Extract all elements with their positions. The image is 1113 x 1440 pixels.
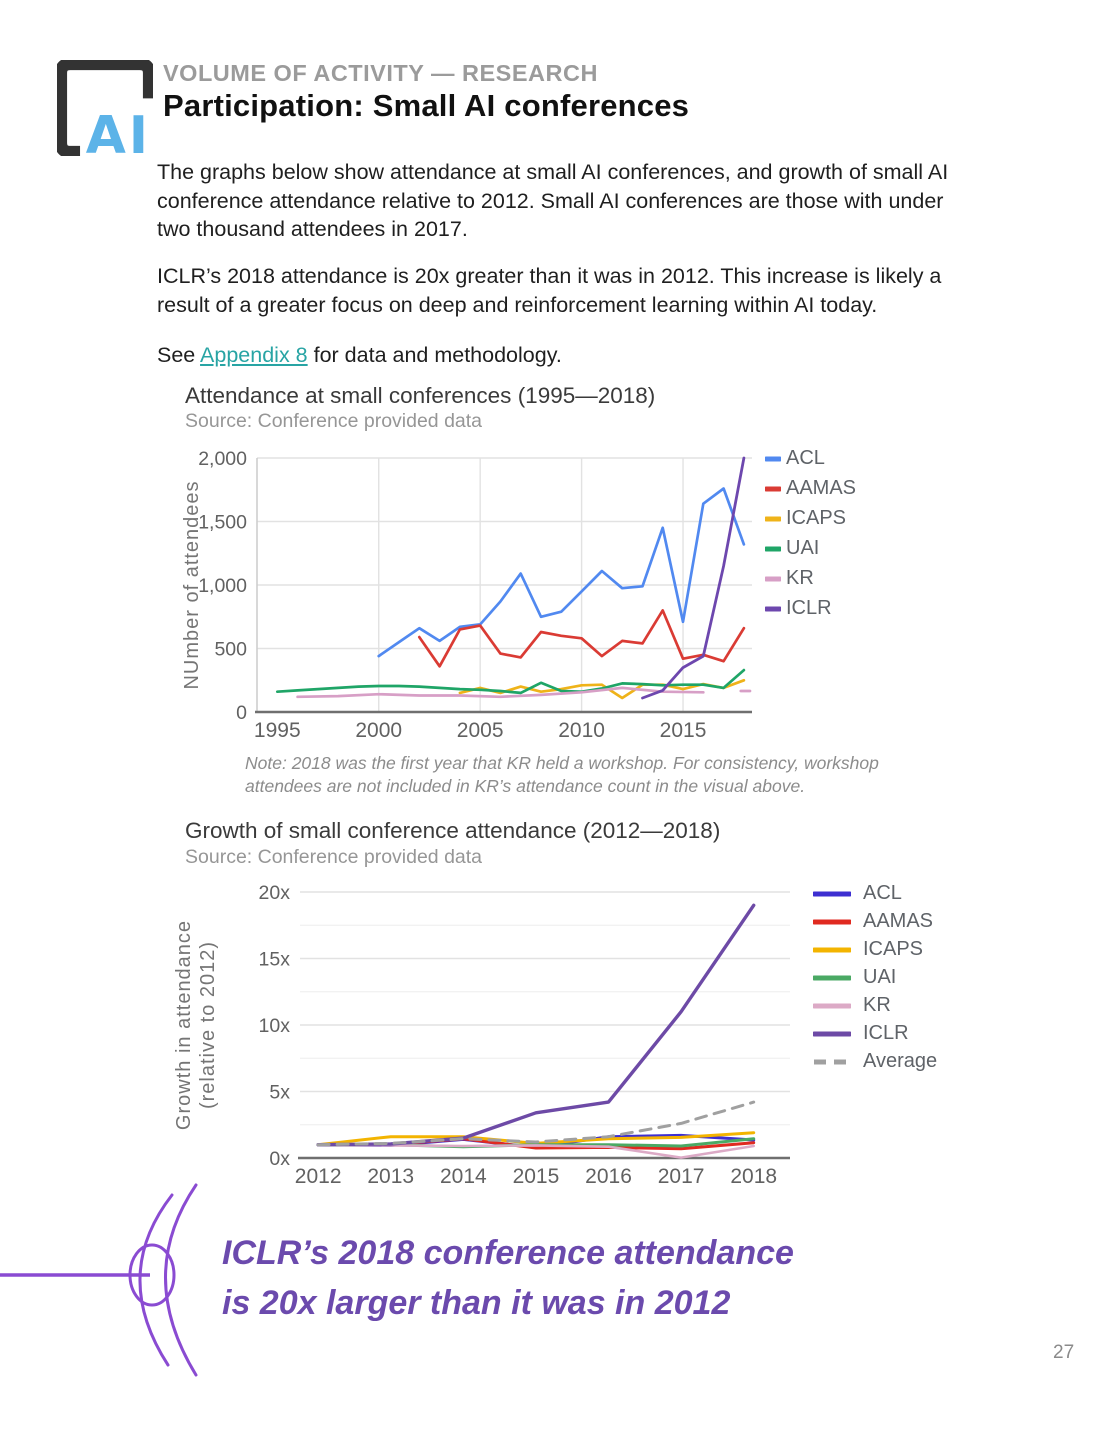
svg-text:2015: 2015	[512, 1165, 560, 1188]
callout-line-1: ICLR’s 2018 conference attendance	[222, 1234, 794, 1272]
svg-text:2010: 2010	[558, 719, 605, 742]
series-iclr	[643, 458, 744, 698]
legend-item-iclr	[765, 597, 856, 620]
legend-swatch-icaps	[813, 947, 851, 953]
svg-text:2005: 2005	[456, 719, 504, 742]
legend-swatch-kr	[765, 576, 781, 582]
legend-swatch-uai	[765, 546, 781, 552]
methodology-line	[157, 341, 965, 370]
legend-label-icaps: ICAPS	[863, 938, 924, 960]
svg-text:20x: 20x	[258, 882, 290, 904]
legend-label-iclr: ICLR	[863, 1022, 909, 1044]
growth-chart-legend	[813, 882, 937, 1078]
attendance-chart	[175, 438, 760, 743]
intro-paragraph-1: The graphs below show attendance at small AI conferences, and growth of small AI conference attendance relative to 2012. Small AI conferences are those with under two thousand attendees in 2017.	[157, 160, 949, 241]
legend-swatch-kr	[813, 1003, 851, 1009]
legend-label-acl: ACL	[863, 882, 902, 904]
svg-text:0: 0	[236, 702, 247, 724]
kr-footnote: Note: 2018 was the first year that KR held a workshop. For consistency, workshop attendees are not included in KR’s attendance count in the visual above.	[245, 753, 879, 796]
page-number: 27	[1053, 1342, 1075, 1363]
svg-text:1,000: 1,000	[198, 575, 247, 597]
legend-item-average	[813, 1050, 937, 1073]
chart1-title: Attendance at small conferences (1995—2018)	[185, 383, 656, 408]
legend-item-icaps	[813, 938, 937, 961]
svg-text:2,000: 2,000	[198, 448, 247, 470]
decoration-arc-outer	[166, 1185, 197, 1375]
legend-label-uai: UAI	[786, 537, 820, 559]
attendance-chart-legend	[765, 447, 856, 627]
legend-item-aamas	[765, 477, 856, 500]
legend-item-uai	[765, 537, 856, 560]
legend-item-uai	[813, 966, 937, 989]
svg-text:15x: 15x	[258, 948, 290, 971]
legend-swatch-iclr	[765, 606, 781, 612]
legend-swatch-aamas	[765, 486, 781, 492]
decoration-arc-inner	[140, 1195, 172, 1365]
chart1-source: Source: Conference provided data	[185, 410, 483, 432]
legend-label-average: Average	[863, 1050, 938, 1072]
legend-item-icaps	[765, 507, 856, 530]
svg-text:0x: 0x	[269, 1148, 290, 1170]
logo-ai-text: AI	[85, 106, 151, 156]
gridlines	[300, 892, 790, 1125]
svg-text:1995: 1995	[253, 719, 301, 742]
legend-swatch-aamas	[813, 919, 851, 925]
chart2-title: Growth of small conference attendance (2012—2018)	[185, 818, 721, 843]
svg-text:5x: 5x	[269, 1081, 290, 1104]
legend-swatch-uai	[813, 975, 851, 981]
legend-swatch-icaps	[765, 516, 781, 522]
legend-label-uai: UAI	[863, 966, 897, 988]
legend-item-aamas	[813, 910, 937, 933]
legend-swatch-average	[813, 1059, 851, 1065]
y-axis	[198, 448, 257, 724]
legend-item-kr	[765, 567, 856, 590]
legend-label-acl: ACL	[786, 447, 825, 469]
svg-text:2000: 2000	[355, 719, 403, 742]
page-title: Participation: Small AI conferences	[163, 88, 690, 123]
legend-label-aamas: AAMAS	[863, 910, 934, 932]
svg-text:2014: 2014	[439, 1165, 487, 1188]
legend-item-acl	[813, 882, 937, 905]
appendix-link[interactable]: Appendix 8	[200, 343, 308, 367]
legend-label-iclr: ICLR	[786, 597, 832, 619]
legend-label-icaps: ICAPS	[786, 507, 847, 529]
growth-chart	[170, 880, 800, 1190]
x-axis	[295, 1158, 790, 1188]
legend-label-kr: KR	[863, 994, 891, 1016]
callout-quote	[222, 1228, 794, 1328]
y-axis-label: NUmber of attendees	[181, 480, 203, 690]
svg-text:2016: 2016	[585, 1165, 632, 1188]
legend-item-acl	[765, 447, 856, 470]
intro-paragraph-2: ICLR’s 2018 attendance is 20x greater than it was in 2012. This increase is likely a result of a greater focus on deep and reinforcement learning within AI today.	[157, 264, 942, 317]
purple-orbit-decoration	[0, 1180, 220, 1392]
methodology-text-before: See	[157, 343, 201, 367]
svg-text:2017: 2017	[657, 1165, 705, 1188]
svg-text:1,500: 1,500	[198, 511, 247, 534]
x-axis	[254, 712, 752, 742]
series-acl	[379, 489, 744, 657]
legend-swatch-acl	[765, 456, 781, 462]
y-axis	[259, 882, 291, 1170]
section-kicker: VOLUME OF ACTIVITY — RESEARCH	[163, 60, 598, 86]
ai-index-logo	[57, 60, 153, 156]
methodology-text-after: for data and methodology.	[307, 343, 562, 367]
legend-label-kr: KR	[786, 567, 814, 589]
y-axis-label: Growth in attendance (relative to 2012)	[173, 919, 219, 1131]
svg-text:2015: 2015	[659, 719, 707, 742]
svg-text:10x: 10x	[258, 1015, 290, 1037]
legend-item-kr	[813, 994, 937, 1017]
svg-text:2013: 2013	[367, 1165, 415, 1188]
legend-swatch-acl	[813, 891, 851, 897]
svg-text:2012: 2012	[294, 1165, 342, 1188]
chart2-source: Source: Conference provided data	[185, 846, 483, 868]
svg-text:500: 500	[214, 638, 247, 661]
legend-swatch-iclr	[813, 1031, 851, 1037]
callout-line-2: is 20x larger than it was in 2012	[222, 1284, 731, 1322]
legend-item-iclr	[813, 1022, 937, 1045]
legend-label-aamas: AAMAS	[786, 477, 857, 499]
svg-text:2018: 2018	[730, 1165, 778, 1188]
